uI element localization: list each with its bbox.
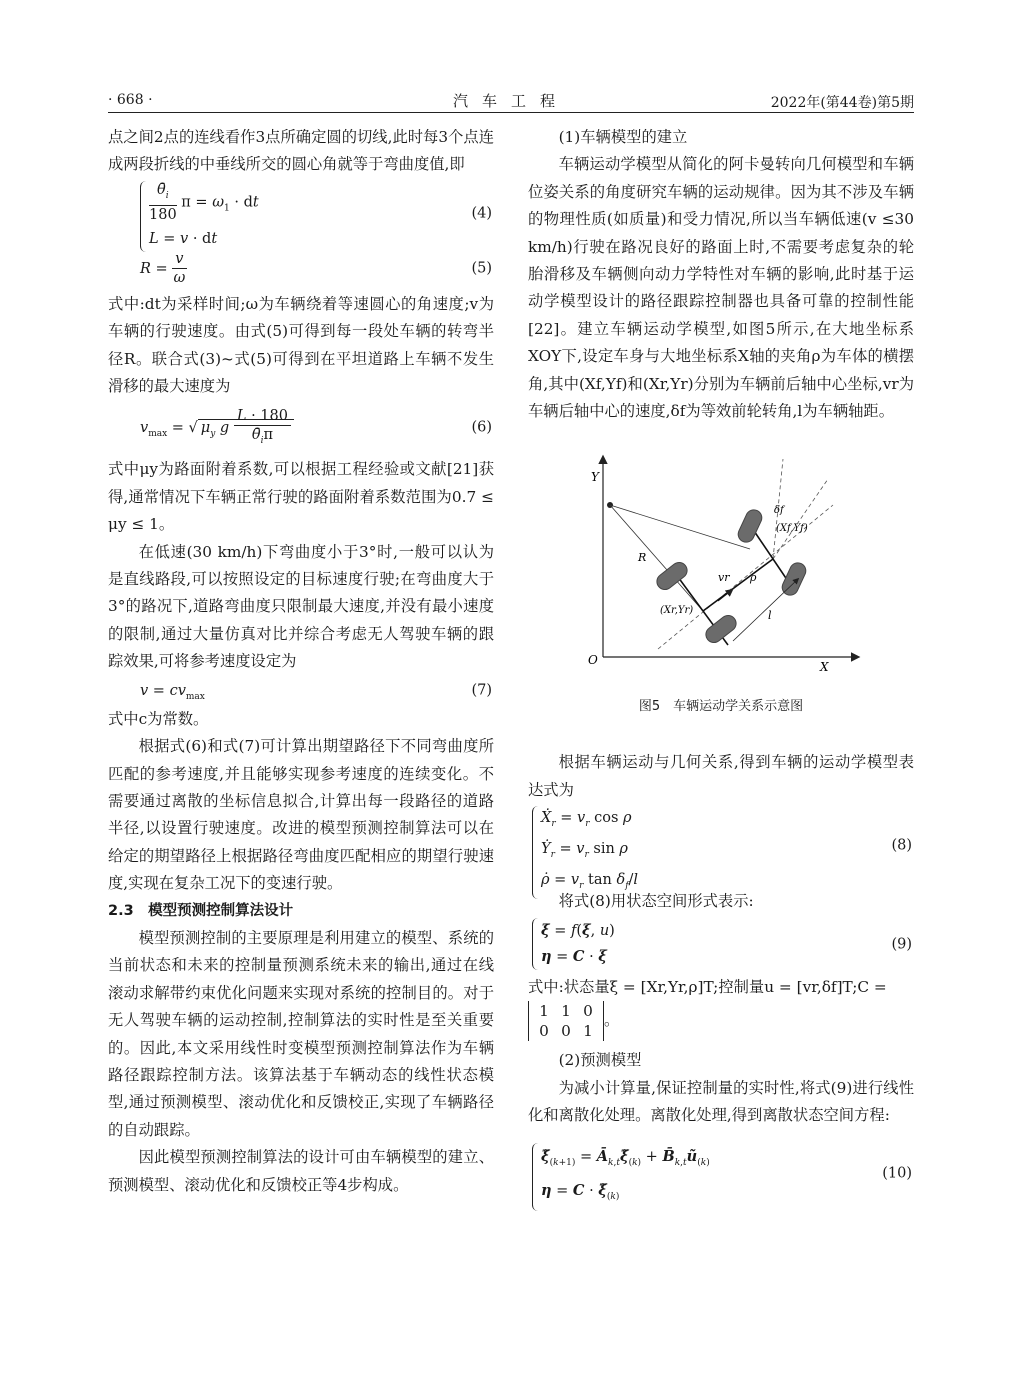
paragraph: 为减小计算量,保证控制量的实时性,将式(9)进行线性化和离散化处理。离散化处理,得到离散状态空间方程:	[528, 1078, 914, 1124]
paragraph: 因此模型预测控制算法的设计可由车辆模型的建立、预测模型、滚动优化和反馈校正等4步构成。	[108, 1148, 494, 1194]
equation-number: (9)	[891, 935, 912, 952]
page-number: · 668 ·	[108, 92, 153, 108]
y-axis-label: Y	[591, 470, 599, 485]
equation-8: Ẋ$_r$ = $v_r$ cos ρ Ẏ$_r$ = $v_r$ sin ρ ρ̇ = $v_r$ $\tan \delta_f/l$ (8)	[528, 806, 914, 886]
subsection-heading: (2)预测模型	[558, 1051, 642, 1070]
wheelbase-dimension	[733, 579, 798, 641]
paragraph: 式中μy为路面附着系数,可以根据工程经验或文献[21]获得,通常情况下车辆正常行驶的路面附着系数范围为0.7 ≤ μy ≤ 1。	[108, 460, 494, 534]
wheelbase-label: l	[768, 609, 772, 623]
paragraph: 式中:dt为采样时间;ω为车辆绕着等速圆心的角速度;v为车辆的行驶速度。由式(5)可得到每一段处车辆的转弯半径R。联合式(3)~式(5)可得到在平坦道路上车辆不发生滑移的最大速度为	[108, 294, 494, 396]
running-header	[108, 88, 914, 113]
radius-line-front	[610, 505, 750, 549]
equation-number: (10)	[882, 1165, 912, 1182]
paragraph: 根据式(6)和式(7)可计算出期望路径下不同弯曲度所匹配的参考速度,并且能够实现参考速度的连续变化。不需要通过离散的坐标信息拟合,计算出每一段路径的道路半径,以设置行驶速度。改进的模型预测控制算法可以在给定的期望路径上根据路径弯曲度匹配相应的期望行驶速度,实现在复杂工况下的变速行驶。	[108, 737, 494, 893]
velocity-label: vr	[718, 571, 730, 585]
left-column	[108, 124, 494, 1199]
paragraph: 式中:状态量ξ = [Xr,Yr,ρ]T;控制量u = [vr,δf]T;C =	[528, 977, 887, 996]
origin-label: O	[588, 653, 598, 668]
x-axis-label: X	[820, 660, 829, 675]
paragraph: 将式(8)用状态空间形式表示:	[558, 892, 754, 911]
rho-label: ρ	[750, 571, 757, 585]
equation-10: $\xĩ_{(k+1)}$ = $Ā_{k,t}\xĩ_{(k)}$ + $B̄_{k,t}ũ_{(k)}$ $\eta = C \cdot \xĩ_{(k)}$ (10)	[528, 1143, 914, 1205]
steer-dashed	[773, 479, 828, 559]
journal-title: 汽车工程	[452, 92, 569, 110]
equation-number: (7)	[471, 681, 492, 698]
paragraph: 车辆运动学模型从简化的阿卡曼转向几何模型和车辆位姿关系的角度研究车辆的运动规律。因为其不涉及车辆的物理性质(如质量)和受力情况,所以当车辆低速(v ≤30 km/h)行驶在路况良好的路面上时,不需要考虑复杂的轮胎滑移及车辆侧向动力学特性对车辆的影响,此时基于运动学模型设计的路径跟踪控制器也具备可靠的控制性能[22]。建立车辆运动学模型,如图5所示,在大地坐标系XOY下,设定车身与大地坐标系X轴的夹角ρ为车体的横摆角,其中(Xf,Yf)和(Xr,Yr)分别为车辆前后轴中心坐标,vr为车辆后轴中心的速度,δf为等效前轮转角,l为车辆轴距。	[528, 155, 914, 421]
paragraph: 根据车辆运动与几何关系,得到车辆的运动学模型表达式为	[528, 753, 914, 799]
equation-number: (6)	[471, 419, 492, 436]
equation-5: R = $\frac{v}{\omega}$ (5)	[140, 251, 492, 287]
matrix-c: 1 1 0 0 0 1。	[528, 1001, 914, 1047]
equation-4: $\frac{\thetā_i}{180}$ $\pi = \omega_1$ · dt L = v · dt (4)	[108, 181, 494, 247]
radius-line-rear	[610, 505, 703, 611]
equation-number: (8)	[891, 837, 912, 854]
rear-left-wheel	[654, 560, 691, 594]
section-heading: 2.3 模型预测控制算法设计	[108, 902, 294, 919]
figure-vehicle-kinematics	[528, 449, 914, 749]
equation-number: (4)	[471, 205, 492, 222]
equation-9: ξ̇ = f(ξ, u) η = C · ξ (9)	[528, 918, 914, 972]
paragraph: 式中c为常数。	[108, 709, 209, 728]
vehicle-body	[703, 559, 773, 611]
right-column	[528, 124, 914, 1207]
equation-6: $v_{max}$ = √ $\mu_y$ g $\frac{L \cdot 180}{\thetā_i\pi}$ (6)	[140, 407, 492, 446]
vehicle-kinematics-diagram	[528, 449, 914, 679]
paragraph: 在低速(30 km/h)下弯曲度小于3°时,一般可以认为是直线路段,可以按照设定的目标速度行驶;在弯曲度大于3°的路况下,道路弯曲度只限制最大速度,并没有最小速度的限制,通过大量仿真对比并综合考虑无人驾驶车辆的跟踪效果,可将参考速度设定为	[108, 542, 494, 671]
front-axle-label: (Xf,Yf)	[776, 523, 808, 535]
radius-label: R	[638, 551, 647, 565]
steer-angle-label: δf	[774, 505, 784, 517]
equation-7: $v = cv_{max}$ (7)	[108, 678, 494, 704]
subsection-heading: (1)车辆模型的建立	[558, 128, 688, 146]
equation-number: (5)	[471, 260, 492, 277]
rear-axle-label: (Xr,Yr)	[660, 605, 694, 617]
figure-caption: 图5 车辆运动学关系示意图	[638, 698, 804, 714]
paragraph: 点之间2点的连线看作3点所确定圆的切线,此时每3个点连成两段折线的中垂线所交的圆心角就等于弯曲度值,即	[108, 128, 494, 174]
issue-info: 2022年(第44卷)第5期	[770, 95, 914, 111]
paragraph: 模型预测控制的主要原理是利用建立的模型、系统的当前状态和未来的控制量预测系统未来的输出,通过在线滚动求解带约束优化问题来实现对系统的控制目的。对于无人驾驶车辆的运动控制,控制算法的实时性是至关重要的。因此,本文采用线性时变模型预测控制算法作为车辆路径跟踪控制方法。该算法基于车辆动态的线性状态模型,通过预测模型、滚动优化和反馈校正,实现了车辆路径的自动跟踪。	[108, 928, 494, 1139]
velocity-arrow	[718, 590, 732, 601]
